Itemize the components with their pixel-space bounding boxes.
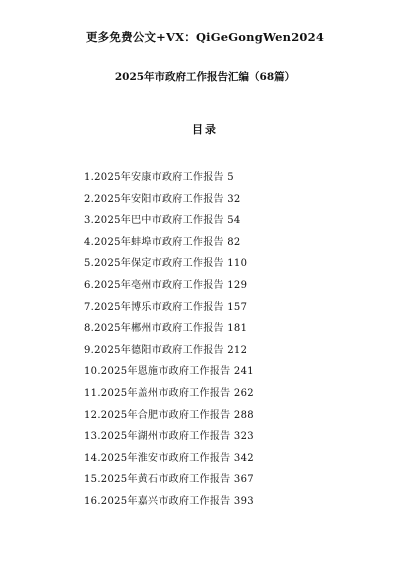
- promo-header: 更多免费公文+VX：QiGeGongWen2024: [85, 30, 325, 44]
- toc-item[interactable]: 2.2025年安阳市政府工作报告 32: [84, 193, 241, 205]
- toc-item[interactable]: 15.2025年黄石市政府工作报告 367: [84, 474, 254, 486]
- toc-item[interactable]: 8.2025年郴州市政府工作报告 181: [84, 323, 248, 335]
- toc-item[interactable]: 4.2025年蚌埠市政府工作报告 82: [84, 236, 241, 248]
- toc-list: [84, 171, 254, 517]
- toc-item[interactable]: 12.2025年合肥市政府工作报告 288: [84, 409, 254, 421]
- toc-item[interactable]: 6.2025年亳州市政府工作报告 129: [84, 279, 248, 291]
- document-title: 2025年市政府工作报告汇编（68篇）: [114, 71, 296, 83]
- toc-heading: 目录: [192, 123, 218, 136]
- toc-item[interactable]: 1.2025年安康市政府工作报告 5: [84, 172, 234, 183]
- toc-item[interactable]: 11.2025年盖州市政府工作报告 262: [84, 387, 254, 399]
- toc-item[interactable]: 5.2025年保定市政府工作报告 110: [84, 258, 248, 270]
- toc-item[interactable]: 13.2025年湖州市政府工作报告 323: [84, 431, 254, 443]
- toc-item[interactable]: 9.2025年德阳市政府工作报告 212: [84, 344, 248, 356]
- toc-item[interactable]: 7.2025年博乐市政府工作报告 157: [84, 301, 248, 313]
- toc-item[interactable]: 16.2025年嘉兴市政府工作报告 393: [84, 495, 254, 507]
- toc-item[interactable]: 14.2025年淮安市政府工作报告 342: [84, 452, 254, 464]
- toc-item[interactable]: 10.2025年恩施市政府工作报告 241: [84, 366, 254, 378]
- toc-item[interactable]: 3.2025年巴中市政府工作报告 54: [84, 215, 241, 227]
